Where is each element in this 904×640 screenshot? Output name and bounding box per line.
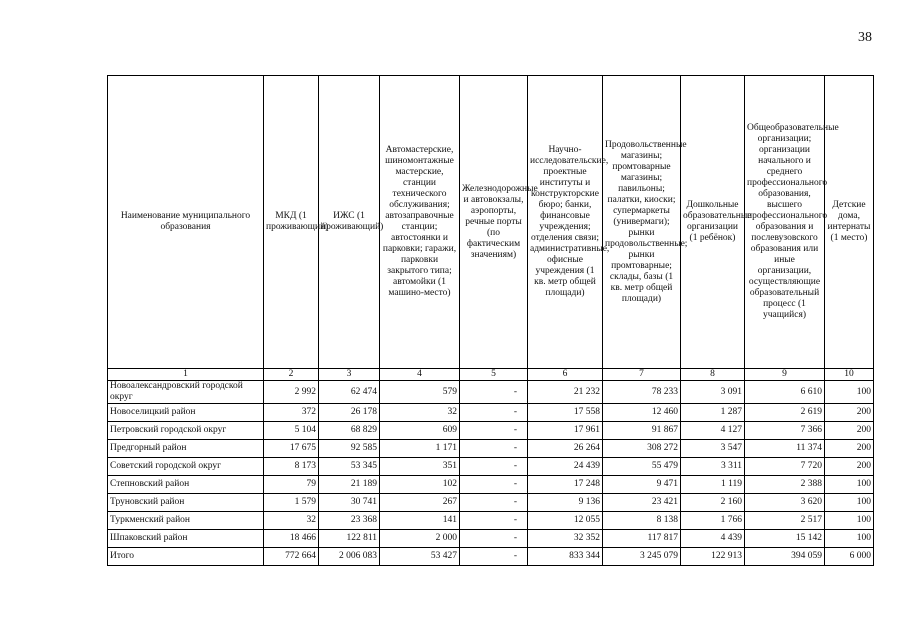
table-cell: 26 264: [528, 440, 603, 458]
table-cell: 11 374: [745, 440, 825, 458]
column-number: 4: [380, 369, 460, 381]
table-cell: 2 000: [380, 530, 460, 548]
table-cell: 772 664: [264, 548, 319, 566]
table-cell: -: [460, 458, 528, 476]
table-cell: 32 352: [528, 530, 603, 548]
table-cell-name: Новоалександровский городской округ: [108, 381, 264, 404]
table-cell: 21 189: [319, 476, 380, 494]
table-cell: 2 619: [745, 404, 825, 422]
table-cell-name: Степновский район: [108, 476, 264, 494]
table-cell: 26 178: [319, 404, 380, 422]
table-row: [108, 381, 874, 404]
table-cell: 122 811: [319, 530, 380, 548]
table-cell: 79: [264, 476, 319, 494]
table-cell: 4 439: [681, 530, 745, 548]
table-cell: 1 579: [264, 494, 319, 512]
table-cell: -: [460, 404, 528, 422]
table-cell: -: [460, 530, 528, 548]
column-header-preschool: Дошкольные образовательные организации (1 ребёнок): [681, 76, 745, 369]
data-table: [107, 75, 874, 566]
table-cell: 32: [380, 404, 460, 422]
page-number: 38: [858, 30, 872, 45]
table-row: [108, 458, 874, 476]
column-header-name: Наименование муниципального образования: [108, 76, 264, 369]
table-cell: 15 142: [745, 530, 825, 548]
table-cell: -: [460, 548, 528, 566]
table-cell: -: [460, 476, 528, 494]
table-cell-name: Шпаковский район: [108, 530, 264, 548]
column-number: 7: [603, 369, 681, 381]
column-header-auto: Автомастерские, шиномонтажные мастерские, станции технического обслуживания; автозаправочные станции; автостоянки и парковки; гаражи, парковки закрытого типа; автомойки (1 машино-место): [380, 76, 460, 369]
column-header-izhs: ИЖС (1 проживающий): [319, 76, 380, 369]
table-row: [108, 404, 874, 422]
column-number: 6: [528, 369, 603, 381]
table-cell: -: [460, 512, 528, 530]
table-cell-name: Новоселицкий район: [108, 404, 264, 422]
table-cell: -: [460, 494, 528, 512]
table-cell: 55 479: [603, 458, 681, 476]
table-cell: 372: [264, 404, 319, 422]
table-cell: 833 344: [528, 548, 603, 566]
table-cell: 117 817: [603, 530, 681, 548]
column-number: 9: [745, 369, 825, 381]
column-number: 2: [264, 369, 319, 381]
table-row: [108, 512, 874, 530]
table-cell: 17 675: [264, 440, 319, 458]
table-cell: 68 829: [319, 422, 380, 440]
table-cell: 23 421: [603, 494, 681, 512]
table-cell: -: [460, 440, 528, 458]
table-cell: 100: [825, 512, 874, 530]
column-number-row: [108, 369, 874, 381]
table-cell-name: Труновский район: [108, 494, 264, 512]
table-cell: 7 366: [745, 422, 825, 440]
table-cell: 200: [825, 422, 874, 440]
column-header-shops: Продовольственные магазины; промтоварные магазины; павильоны; палатки, киоски; супермаркеты (универмаги); рынки продовольственные; рынки промтоварные; склады, базы (1 кв. метр общей площади): [603, 76, 681, 369]
table-cell: 8 138: [603, 512, 681, 530]
table-cell: 1 766: [681, 512, 745, 530]
table-cell: 53 345: [319, 458, 380, 476]
column-number: 3: [319, 369, 380, 381]
table-cell: 100: [825, 476, 874, 494]
table-cell-name: Предгорный район: [108, 440, 264, 458]
column-header-orphanages: Детские дома, интернаты (1 место): [825, 76, 874, 369]
table-cell: 23 368: [319, 512, 380, 530]
table-cell: 17 248: [528, 476, 603, 494]
table-cell: -: [460, 381, 528, 404]
table-cell: 12 055: [528, 512, 603, 530]
table-cell: 394 059: [745, 548, 825, 566]
table-cell: 1 119: [681, 476, 745, 494]
table-row: [108, 530, 874, 548]
table-cell: 3 311: [681, 458, 745, 476]
table-cell: 100: [825, 494, 874, 512]
table-cell: 17 558: [528, 404, 603, 422]
table-cell: 9 136: [528, 494, 603, 512]
table-cell: 24 439: [528, 458, 603, 476]
table-cell: 91 867: [603, 422, 681, 440]
table-cell: 351: [380, 458, 460, 476]
table-cell: 100: [825, 530, 874, 548]
table-cell: 267: [380, 494, 460, 512]
table-cell: 8 173: [264, 458, 319, 476]
table-cell: 2 006 083: [319, 548, 380, 566]
table-cell: 18 466: [264, 530, 319, 548]
table-row: [108, 494, 874, 512]
table-cell: -: [460, 422, 528, 440]
table-cell: 62 474: [319, 381, 380, 404]
table-cell-name: Петровский городской округ: [108, 422, 264, 440]
table-cell: 609: [380, 422, 460, 440]
column-number: 8: [681, 369, 745, 381]
table-cell-name: Итого: [108, 548, 264, 566]
table-cell: 3 547: [681, 440, 745, 458]
table-cell: 308 272: [603, 440, 681, 458]
table-cell: 100: [825, 381, 874, 404]
table-cell-name: Советский городской округ: [108, 458, 264, 476]
table-cell: 2 388: [745, 476, 825, 494]
table-cell: 4 127: [681, 422, 745, 440]
column-header-schools: Общеобразовательные организации; организации начального и среднего профессионального образования, высшего профессионального образования и послевузовского образования или иные организации, осуществляющие образовательный процесс (1 учащийся): [745, 76, 825, 369]
column-header-mkd: МКД (1 проживающий): [264, 76, 319, 369]
table-cell: 102: [380, 476, 460, 494]
table-row-total: [108, 548, 874, 566]
table-cell: 6 000: [825, 548, 874, 566]
table-cell: 21 232: [528, 381, 603, 404]
table-cell: 122 913: [681, 548, 745, 566]
table-cell: 32: [264, 512, 319, 530]
header-row: [108, 76, 874, 369]
column-header-stations: Железнодорожные и автовокзалы, аэропорты, речные порты (по фактическим значениям): [460, 76, 528, 369]
table-cell: 5 104: [264, 422, 319, 440]
table-cell: 2 160: [681, 494, 745, 512]
table-cell: 2 992: [264, 381, 319, 404]
table-cell: 200: [825, 404, 874, 422]
table-cell: 141: [380, 512, 460, 530]
table-cell: 1 171: [380, 440, 460, 458]
table-cell: 3 091: [681, 381, 745, 404]
table-cell: 7 720: [745, 458, 825, 476]
table-body: [108, 381, 874, 566]
table-cell: 200: [825, 440, 874, 458]
table-row: [108, 476, 874, 494]
table-cell: 30 741: [319, 494, 380, 512]
table-cell: 9 471: [603, 476, 681, 494]
table-cell: 579: [380, 381, 460, 404]
table-cell: 3 245 079: [603, 548, 681, 566]
table-row: [108, 440, 874, 458]
column-number: 5: [460, 369, 528, 381]
table-cell: 53 427: [380, 548, 460, 566]
table-cell: 17 961: [528, 422, 603, 440]
table-cell: 3 620: [745, 494, 825, 512]
table-cell: 12 460: [603, 404, 681, 422]
table-cell: 200: [825, 458, 874, 476]
table-cell: 2 517: [745, 512, 825, 530]
column-number: 1: [108, 369, 264, 381]
column-header-offices: Научно-исследовательские, проектные институты и конструкторские бюро; банки, финансовые учреждения; отделения связи; административные, офисные учреждения (1 кв. метр общей площади): [528, 76, 603, 369]
table-cell: 78 233: [603, 381, 681, 404]
table-cell: 6 610: [745, 381, 825, 404]
table-cell-name: Туркменский район: [108, 512, 264, 530]
column-number: 10: [825, 369, 874, 381]
table-cell: 1 287: [681, 404, 745, 422]
table-row: [108, 422, 874, 440]
table-cell: 92 585: [319, 440, 380, 458]
